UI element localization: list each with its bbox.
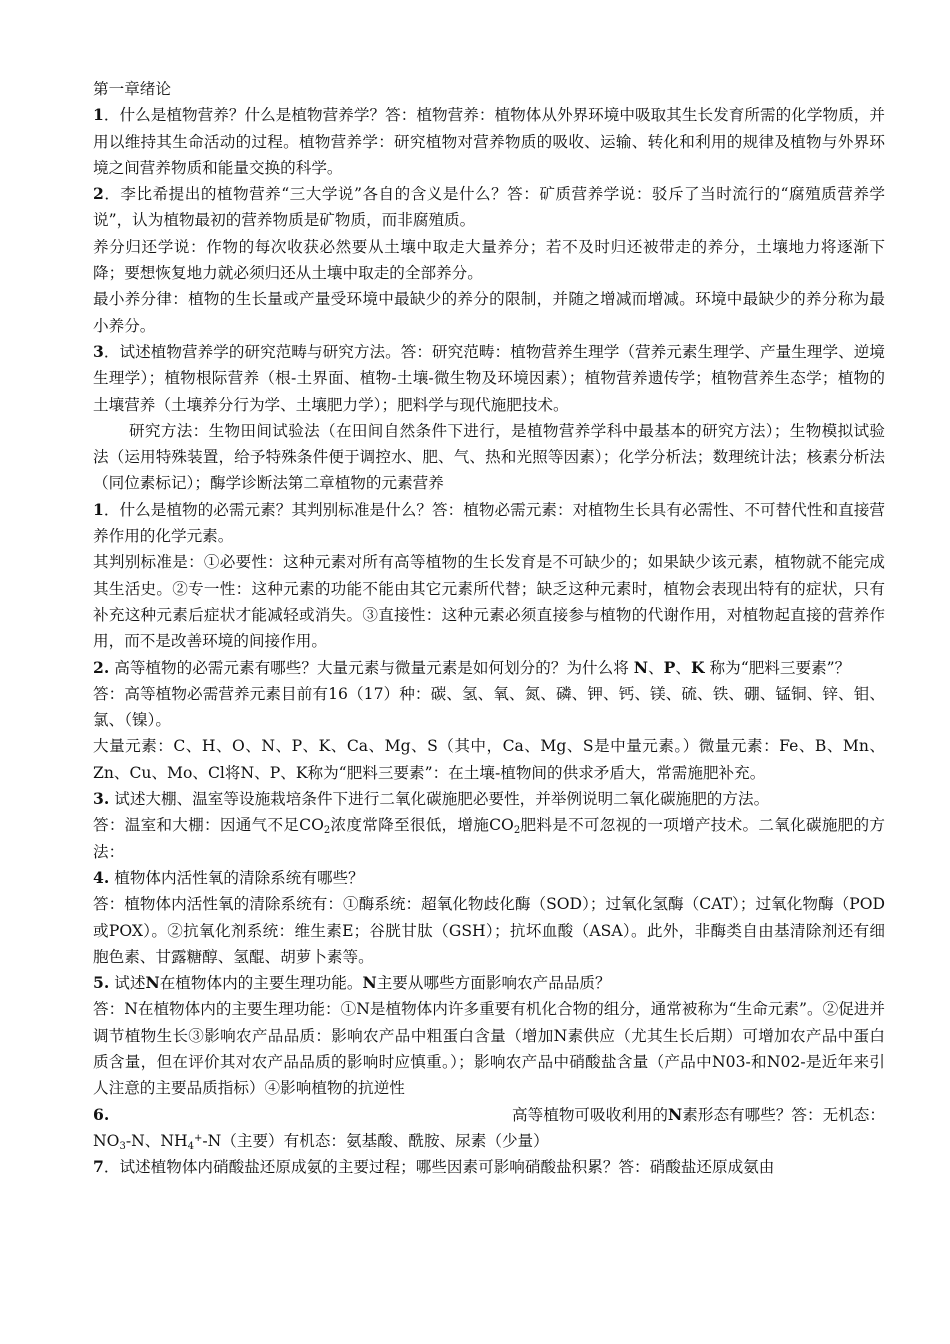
question-text: ．试述植物体内硝酸盐还原成氨的主要过程；哪些因素可影响硝酸盐积累？答：硝酸盐还原成氨由 [103,1158,775,1177]
answer-text: 答：温室和大棚：因通气不足CO [93,816,324,835]
question-2 [93,181,885,234]
question-text: 素形态有哪些？答：无机态： [682,1105,885,1124]
answer-paragraph [93,1128,885,1154]
chapter-2-question-5 [93,970,885,996]
question-text: ．李比希提出的植物营养“三大学说”各自的含义是什么？答：矿质营养学说：驳斥了当时流行的“腐殖质营养学说”，认为植物最初的营养物质是矿物质，而非腐殖质。 [93,185,885,230]
question-number: 3. [93,789,110,809]
answer-text: 肥料是不可忽视的一项增产技术。二氧化碳施肥的方法： [93,816,885,861]
document-page [93,76,885,1180]
question-number: 4. [93,867,110,887]
chapter-2-question-7 [93,1154,885,1180]
chapter-2-question-6 [93,1102,885,1128]
answer-paragraph: 其判别标准是：①必要性：这种元素对所有高等植物的生长发育是不可缺少的；如果缺少该元素，植物就不能完成其生活史。②专一性：这种元素的功能不能由其它元素所代替；缺乏这种元素时，植物会表现出特有的症状，只有补充这种元素后症状才能减轻或消失。③直接性：这种元素必须直接参与植物的代谢作用，对植物起直接的营养作用，而不是改善环境的间接作用。 [93,553,885,651]
question-text: 主要从哪些方面影响农产品品质？ [376,974,611,993]
answer-paragraph: 养分归还学说：作物的每次收获必然要从土壤中取走大量养分；若不及时归还被带走的养分，土壤地力将逐渐下降；要想恢复地力就必须归还从土壤中取走的全部养分。 [93,237,885,283]
question-3 [93,339,885,418]
question-text: 试述大棚、温室等设施栽培条件下进行二氧化碳施肥必要性，并举例说明二氧化碳施肥的方法。 [109,790,770,809]
chapter-2-question-1 [93,497,885,550]
answer-paragraph: 答：N在植物体内的主要生理功能：①N是植物体内许多重要有机化合物的组分，通常被称为“生命元素”。②促进并调节植物生长③影响农产品品质：影响农产品中粗蛋白含量（增加N素供应（尤其生长后期）可增加农产品中蛋白质含量，但在评价其对农产品品质的影响时应慎重。）；影响农产品中硝酸盐含量（产品中N03-和N02-是近年来引人注意的主要品质指标）④影响植物的抗逆性 [93,1000,885,1098]
subscript: 2 [513,825,521,837]
element-symbol: N [145,973,160,993]
question-number: 3 [93,341,104,361]
question-text: 试述 [109,974,146,993]
element-symbol: N [362,973,377,993]
answer-paragraph: 答：高等植物必需营养元素目前有16（17）种：碳、氢、氧、氮、磷、钾、钙、镁、硫、铁、硼、锰铜、锌、钼、氯、（镍）。 [93,684,885,730]
answer-paragraph: 大量元素：C、H、O、N、P、K、Ca、Mg、S（其中，Ca、Mg、S是中量元素。）微量元素：Fe、B、Mn、Zn、Cu、Mo、Cl将N、P、K称为“肥料三要素”：在土壤-植物间的供求矛盾大，常需施肥补充。 [93,737,885,782]
question-number: 7 [93,1157,104,1177]
question-text: 在植物体内的主要生理功能。 [159,974,363,993]
answer-paragraph [93,812,885,865]
question-number: 2. [93,657,110,677]
question-text: ．什么是植物营养？什么是植物营养学？答：植物营养：植物体从外界环境中吸取其生长发育所需的化学物质，并用以维持其生命活动的过程。植物营养学：研究植物对营养物质的吸收、运输、转化和利用的规律及植物与外界环境之间营养物质和能量交换的科学。 [93,106,885,177]
subscript: 2 [323,825,331,837]
chapter-2-question-3 [93,786,885,812]
element-symbol: K [691,657,705,677]
chapter-2-question-4 [93,865,885,891]
question-number: 5. [93,973,110,993]
question-1 [93,102,885,181]
question-number: 2 [93,184,104,204]
separator: 、 [675,658,692,677]
answer-text: -N、NH [125,1131,188,1150]
superscript: + [193,1132,203,1144]
chapter-1-title: 第一章绪论 [93,80,171,98]
question-number: 6. [93,1104,110,1124]
question-text: 高等植物的必需元素有哪些？大量元素与微量元素是如何划分的？为什么将 [109,658,634,677]
question-text: 称为“肥料三要素”？ [704,658,851,677]
element-symbol: N [668,1104,683,1124]
question-6-body [512,1102,885,1128]
answer-text: NO [93,1131,120,1150]
question-text: ．试述植物营养学的研究范畴与研究方法。答：研究范畴：植物营养生理学（营养元素生理学、产量生理学、逆境生理学）；植物根际营养（根-土界面、植物-土壤-微生物及环境因素）；植物营养遗传学；植物营养生态学；植物的土壤营养（土壤养分行为学、土壤肥力学）；肥料学与现代施肥技术。 [93,342,885,414]
question-text: 植物体内活性氧的清除系统有哪些？ [109,868,364,887]
answer-text: -N（主要）有机态：氨基酸、酰胺、尿素（少量） [202,1131,549,1150]
question-number: 1 [93,105,104,125]
answer-paragraph: 研究方法：生物田间试验法（在田间自然条件下进行，是植物营养学科中最基本的研究方法）；生物模拟试验法（运用特殊装置，给予特殊条件便于调控水、肥、气、热和光照等因素）；化学分析法；数理统计法；核素分析法（同位素标记）；酶学诊断法第二章植物的元素营养 [93,421,885,493]
answer-paragraph: 答：植物体内活性氧的清除系统有：①酶系统：超氧化物歧化酶（SOD）；过氧化氢酶（CAT）；过氧化物酶（POD或POX）。②抗氧化剂系统：维生素E；谷胱甘肽（GSH）；抗坏血酸（ASA）。此外，非酶类自由基清除剂还有细胞色素、甘露糖醇、氢醌、胡萝卜素等。 [93,895,885,966]
question-text: 高等植物可吸收利用的 [512,1105,668,1124]
subscript: 4 [187,1140,194,1152]
subscript: 3 [119,1140,126,1152]
chapter-2-question-2 [93,655,885,681]
element-symbol: N [633,657,649,677]
element-symbol: P [663,657,676,677]
answer-paragraph: 最小养分律：植物的生长量或产量受环境中最缺少的养分的限制，并随之增减而增减。环境中最缺少的养分称为最小养分。 [93,290,885,335]
question-text: ．什么是植物的必需元素？其判别标准是什么？答：植物必需元素：对植物生长具有必需性、不可替代性和直接营养作用的化学元素。 [93,500,885,546]
answer-text: 浓度常降至很低，增施CO [330,816,514,835]
separator: 、 [648,658,664,677]
question-number: 1 [93,499,104,519]
